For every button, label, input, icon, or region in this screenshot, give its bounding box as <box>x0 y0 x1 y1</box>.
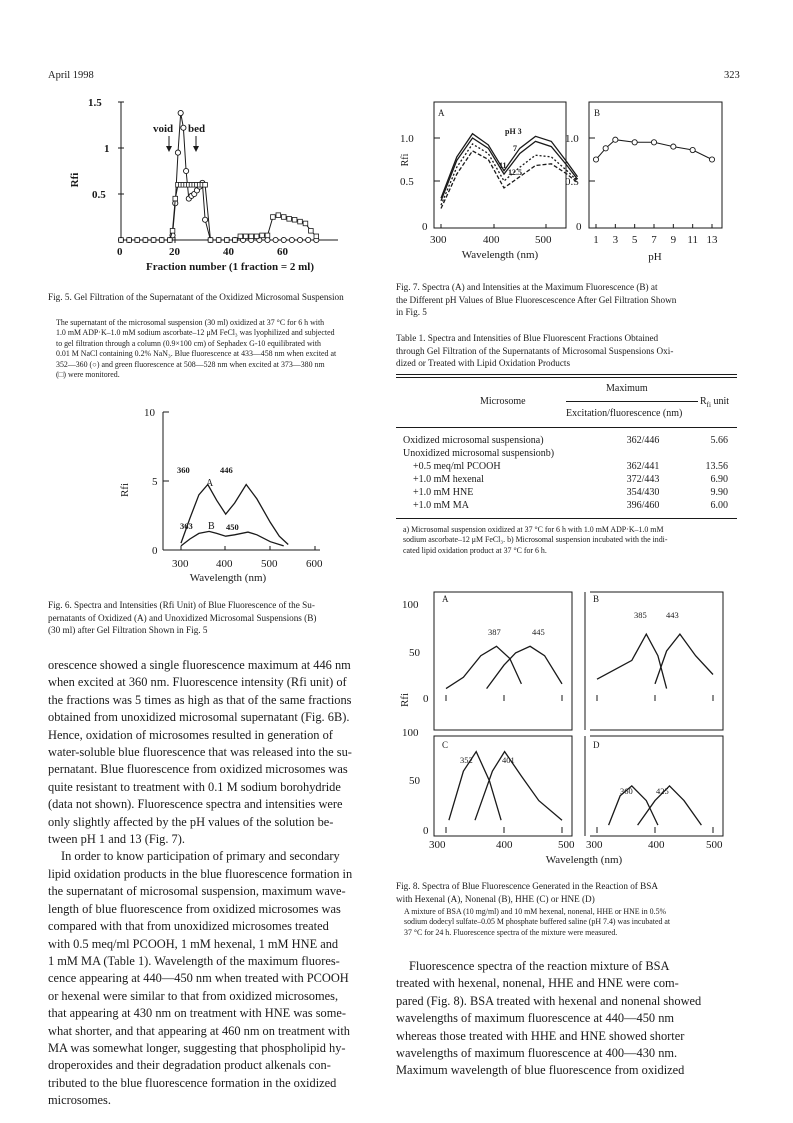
fig5-xlabel: Fraction number (1 fraction = 2 ml) <box>146 261 314 273</box>
fig6-xtick-600: 600 <box>306 558 323 570</box>
fig7b-xtick-label: 1 <box>593 234 599 246</box>
fig5-point-square <box>173 196 178 201</box>
fig5-point-square <box>260 233 265 238</box>
fig8d-series-1 <box>638 786 702 825</box>
fig6-ytick-10: 10 <box>144 407 155 419</box>
fig5-point-square <box>119 238 124 243</box>
fig7b-point <box>593 157 598 162</box>
fig6-ytick-5: 5 <box>152 476 158 488</box>
fig7a-ytick-0p5: 0.5 <box>400 176 414 188</box>
fig8d-label: D <box>593 740 600 750</box>
fig5-point-circle <box>184 168 189 173</box>
fig8-ylabel: Rfi <box>399 692 411 708</box>
fig8c-series-1 <box>475 752 562 821</box>
text-line: pernatant. Blue fluorescence from oxidized microsomes was <box>48 762 348 777</box>
fig8a-frame <box>434 592 572 730</box>
table1 <box>403 434 734 512</box>
fig5-point-square <box>243 234 248 239</box>
fig5-point-square <box>292 217 297 222</box>
fig5-point-circle <box>297 237 302 242</box>
fig7a-xtick-300: 300 <box>430 234 447 246</box>
table-row: Unoxidized microsomal suspensionb) <box>403 448 555 459</box>
fig5-point-circle <box>289 237 294 242</box>
fig8d-frame <box>585 736 723 836</box>
fig8-ytick-100c: 100 <box>402 727 419 739</box>
fig5-point-square <box>208 238 213 243</box>
table1-bottom-rule <box>396 518 737 519</box>
fig5-point-square <box>265 233 270 238</box>
fig8-ytick-0c: 0 <box>423 825 429 837</box>
fig5-xtick-40: 40 <box>223 246 234 258</box>
table1-top-rule-2 <box>396 377 737 378</box>
text-line: tributed to the blue fluorescence formation in the oxidized <box>48 1075 337 1090</box>
fig5-caption-title: Fig. 5. Gel Filtration of the Supernatant of the Oxidized Microsomal Suspension <box>48 292 344 302</box>
text-line: droperoxides and their degradation product alkenals con- <box>48 1058 331 1073</box>
fig7b-ytick-0p5: 0.5 <box>565 176 579 188</box>
text-line: whereas those treated with HHE and HNE showed shorter <box>396 1028 685 1043</box>
text-line: when excited at 360 nm. Fluorescence intensity (Rfi unit) of <box>48 675 347 690</box>
table1-mid-rule <box>396 427 737 428</box>
fig8a-series-1 <box>487 646 562 688</box>
fig8a-peak2: 445 <box>532 627 545 637</box>
fig5-point-circle <box>306 237 311 242</box>
fig5-point-circle <box>265 237 270 242</box>
text-line: In order to know participation of primary and secondary <box>61 849 340 864</box>
text-line: wavelengths of maximum fluorescence at 440—450 nm <box>396 1011 675 1026</box>
fig8-xlabel: Wavelength (nm) <box>545 854 623 866</box>
fig5-point-square <box>216 238 221 243</box>
fig7b-point <box>632 140 637 145</box>
text-line: MA was somewhat longer, suggesting that phospholipid hy- <box>48 1040 346 1055</box>
fig5-point-circle <box>178 110 183 115</box>
fig8-plot-area <box>434 634 713 836</box>
fig7b-ytick-0: 0 <box>576 221 582 233</box>
fig5-xtick-0: 0 <box>117 246 123 258</box>
fig6-xtick-500: 500 <box>261 558 278 570</box>
fig5-point-square <box>249 234 254 239</box>
fig5-void-arrowhead <box>166 146 172 152</box>
text-line: Maximum wavelength of blue fluorescence from oxidized <box>396 1063 685 1078</box>
fig7b-xtick-label: 7 <box>651 234 657 246</box>
fig6-series-A <box>181 485 288 545</box>
text-line: treated with hexenal, nonenal, HHE and HNE were com- <box>396 976 679 991</box>
text-line: water-soluble blue fluorescence that was released into the su- <box>48 745 352 760</box>
fig8-xtick-400a: 400 <box>496 839 513 851</box>
fig8c-frame <box>434 736 572 836</box>
fig5-void-label: void <box>153 123 174 135</box>
fig5-point-square <box>224 238 229 243</box>
text-line: what shorter, and that appearing at 460 nm on treatment with <box>48 1023 350 1038</box>
fig5-point-square <box>168 238 173 243</box>
fig5-point-square <box>309 229 314 234</box>
table-row: +1.0 mM HNE 354/430 9.90 <box>413 487 728 498</box>
fig5-chart <box>48 90 378 278</box>
table1-head-maximum: Maximum <box>606 383 648 394</box>
fig5-point-square <box>151 238 156 243</box>
fig8-ytick-50c: 50 <box>409 775 420 787</box>
running-header-left: April 1998 <box>48 70 94 81</box>
text-line: obtained from unoxidized microsomal supernatant (Fig. 6B). <box>48 710 350 725</box>
fig7b-xtick-label: 5 <box>631 234 638 246</box>
fig6-b-peak2: 450 <box>226 522 239 532</box>
fig7b-point <box>613 137 618 142</box>
text-line: tween pH 1 and 13 (Fig. 7). <box>48 832 185 847</box>
text-line: the fractions was 5 times as high as that of the same fractions <box>48 692 352 707</box>
fig5-point-square <box>238 234 243 239</box>
fig7b-frame <box>589 102 722 228</box>
fig7a-ph7: 7 <box>513 144 517 153</box>
fig8d-peak1: 360 <box>620 786 633 796</box>
text-line: 1 mM MA (Table 1). Wavelength of the maximum fluores- <box>48 953 340 968</box>
fig7b-label: B <box>594 108 601 118</box>
body-text-right <box>396 958 737 1080</box>
table1-top-rule <box>396 374 737 375</box>
fig6-xtick-400: 400 <box>216 558 233 570</box>
fig7a-ytick-1: 1.0 <box>400 133 414 145</box>
fig5-point-square <box>135 238 140 243</box>
fig7b-xtick-label: 9 <box>670 234 677 246</box>
fig7-chart <box>396 96 736 264</box>
fig5-caption-body: The supernatant of the microsomal suspension (30 ml) oxidized at 37 °C for 6 h with 1.0 mM ADP·K–1.0 mM sodium ascorbate–12 μM FeCl₃ was lyophilized and subjected to gel filtration through a column (0.9×100 cm) of Sephadex G-10 equilibrated with 0.01 M NaCl containing 0.2% NaN₃. Blue fluorescence at 433—458 nm when excited at 352—360 (○) and green fluorescence at 508—528 nm when excited at 373—380 nm (□) were monitored. <box>56 318 337 380</box>
fig7b-xticks <box>593 224 718 246</box>
fig7b-point <box>671 144 676 149</box>
fig6-chart <box>100 400 330 590</box>
fig5-point-square <box>303 221 308 226</box>
table1-head-rfi: $R_{fi}$ unit <box>700 396 730 409</box>
fig5-ylabel: Rfi <box>69 172 81 188</box>
fig8-xtick-300a: 300 <box>429 839 446 851</box>
fig7a-xtick-500: 500 <box>535 234 552 246</box>
fig5-ytick-1p5: 1.5 <box>88 97 102 109</box>
fig6-b-peak1: 363 <box>180 521 193 531</box>
table1-head-exfl: Excitation/fluorescence (nm) <box>566 408 683 419</box>
fig8c-peak2: 401 <box>502 755 515 765</box>
table1-head-microsome: Microsome <box>480 396 526 407</box>
fig8-caption-body: A mixture of BSA (10 mg/ml) and 10 mM hexenal, nonenal, HHE or HNE in 0.5% sodium dodecyl sulfate–0.05 M phosphate buffered saline (pH 7.4) was incubated at 37 °C for 24 h. Fluorescence spectra of the mixture were measured. <box>404 907 671 937</box>
fig8c-label: C <box>442 740 449 750</box>
text-line: microsomes. <box>48 1093 111 1108</box>
fig7a-ytick-0: 0 <box>422 221 428 233</box>
fig7a-xtick-400: 400 <box>483 234 500 246</box>
fig8-caption-title: Fig. 8. Spectra of Blue Fluorescence Generated in the Reaction of BSA with Hexenal (A), Nonenal (B), HHE (C) or HNE (D) <box>396 881 659 904</box>
fig8-xtick-500b: 500 <box>706 839 723 851</box>
fig6-plot-area <box>181 485 288 546</box>
fig8a-label: A <box>442 594 449 604</box>
fig8b-peak2: 443 <box>666 610 679 620</box>
fig6-label-B: B <box>208 521 215 532</box>
table1-head-rule <box>566 401 698 402</box>
fig5-point-square <box>233 238 238 243</box>
fig5-bed-label: bed <box>188 123 206 135</box>
text-line: lipid oxidation products in the blue fluorescence formation in <box>48 866 353 881</box>
table-row: +1.0 mM MA 396/460 6.00 <box>413 500 728 511</box>
fig8-chart <box>396 588 736 868</box>
page-number: 323 <box>724 70 740 81</box>
text-line: quite resistant to treatment with 0.1 M sodium borohydride <box>48 779 341 794</box>
fig5-point-square <box>170 229 175 234</box>
fig5-point-circle <box>202 217 207 222</box>
fig7b-point <box>651 140 656 145</box>
fig6-series-B <box>181 531 284 546</box>
fig5-point-square <box>159 238 164 243</box>
table-row: +1.0 mM hexenal 372/443 6.90 <box>413 474 728 485</box>
fig8c-series-0 <box>449 752 501 821</box>
text-line: Hence, oxidation of microsomes resulted in generation of <box>48 727 333 742</box>
text-line: or hexenal were similar to that from oxidized microsomes, <box>48 988 339 1003</box>
fig5-point-square <box>281 215 286 220</box>
table1-caption: Table 1. Spectra and Intensities of Blue Fluorescent Fractions Obtained through Gel Filtration of the Supernatants of Microsomal Suspensions Oxi- dized or Treated with Lipid Oxidation Products <box>396 333 674 368</box>
fig7a-xlabel: Wavelength (nm) <box>461 249 539 261</box>
table-row: +0.5 meq/ml PCOOH 362/441 13.56 <box>413 461 728 472</box>
fig7a-series <box>441 134 578 199</box>
fig8-xtick-300b: 300 <box>586 839 603 851</box>
fig7b-xtick-label: 11 <box>687 234 698 246</box>
fig5-point-square <box>314 234 319 239</box>
fig5-point-square <box>271 215 276 220</box>
fig5-point-square <box>143 238 148 243</box>
fig5-point-square <box>276 213 281 218</box>
fig5-plot-area <box>118 110 319 242</box>
body-text-left <box>48 657 378 1110</box>
text-line: cence appearing at 440—450 nm when treated with PCOOH <box>48 971 349 986</box>
fig8c-peak1: 352 <box>460 755 473 765</box>
text-line: Fluorescence spectra of the reaction mixture of BSA <box>409 959 670 973</box>
fig8b-frame <box>585 592 723 730</box>
fig8-ytick-50a: 50 <box>409 647 420 659</box>
fig5-point-circle <box>181 125 186 130</box>
text-line: orescence showed a single fluorescence maximum at 446 nm <box>48 658 351 672</box>
fig5-point-circle <box>175 150 180 155</box>
fig7b-xtick-label: 3 <box>612 234 619 246</box>
fig6-a-peak1: 360 <box>177 465 190 475</box>
fig7b-ytick-1: 1.0 <box>565 133 579 145</box>
fig7a-ph3: pH 3 <box>505 127 522 136</box>
fig7b-xlabel: pH <box>648 251 662 263</box>
fig6-label-A: A <box>206 478 214 489</box>
fig5-point-square <box>254 234 259 239</box>
text-line: pared (Fig. 8). BSA treated with hexenal and nonenal showed <box>396 993 702 1008</box>
text-line: (data not shown). Fluorescence spectra and intensities were <box>48 797 343 812</box>
fig5-point-square <box>287 217 292 222</box>
text-line: the supernatant of microsomal suspension, maximum wave- <box>48 884 346 899</box>
text-line: compared with that from unoxidized microsomes treated <box>48 919 329 934</box>
fig5-xtick-20: 20 <box>169 246 180 258</box>
fig6-xlabel: Wavelength (nm) <box>189 572 267 584</box>
fig6-ytick-0: 0 <box>152 545 158 557</box>
fig8-ytick-0a: 0 <box>423 693 429 705</box>
fig5-series-line-1 <box>121 185 316 240</box>
fig8d-peak2: 425 <box>656 786 669 796</box>
fig5-point-square <box>298 219 303 224</box>
fig7a-ylabel: Rfi <box>400 153 411 167</box>
fig7b-point <box>603 146 608 151</box>
fig5-point-circle <box>273 237 278 242</box>
fig8-xtick-400b: 400 <box>648 839 665 851</box>
text-line: with 0.5 meq/ml PCOOH, 1 mM hexenal, 1 mM HNE and <box>48 936 339 951</box>
fig5-ytick-1: 1 <box>104 143 110 155</box>
fig5-point-square <box>127 238 132 243</box>
fig5-point-square <box>203 183 208 188</box>
fig8b-peak1: 385 <box>634 610 647 620</box>
fig7b-xtick-label: 13 <box>706 234 718 246</box>
fig7a-series <box>441 151 578 209</box>
text-line: wavelengths of maximum fluorescence at 400—430 nm. <box>396 1046 678 1061</box>
fig7b-point <box>709 157 714 162</box>
fig6-a-peak2: 446 <box>220 465 233 475</box>
fig7b-plot-area <box>593 137 714 162</box>
fig7a-ph11: 11 <box>499 161 507 170</box>
fig5-point-circle <box>281 237 286 242</box>
fig8d-series-0 <box>609 786 658 825</box>
fig5-ytick-0p5: 0.5 <box>92 189 106 201</box>
fig6-ylabel: Rfi <box>119 482 131 498</box>
fig6-caption: Fig. 6. Spectra and Intensities (Rfi Unit) of Blue Fluorescence of the Su- pernatants of Oxidized (A) and Unoxidized Microsomal Suspensions (B) (30 ml) after Gel Filtration Shown in Fig. 5 <box>48 600 317 635</box>
fig5-xtick-60: 60 <box>277 246 288 258</box>
fig7b-point <box>690 147 695 152</box>
text-line: length of blue fluorescence from oxidized microsomes was <box>48 901 341 916</box>
fig7a-ph125: 12.5 <box>508 168 522 177</box>
fig7-caption: Fig. 7. Spectra (A) and Intensities at the Maximum Fluorescence (B) at the Different pH Values of Blue Fluorescescence After Gel Filtration Shown in Fig. 5 <box>396 282 677 317</box>
fig6-xtick-300: 300 <box>172 558 189 570</box>
fig5-bed-arrowhead <box>193 146 199 152</box>
fig8b-label: B <box>593 594 600 604</box>
table1-footnotes: a) Microsomal suspension oxidized at 37 °C for 6 h with 1.0 mM ADP·K–1.0 mM sodium ascorbate–12 μM FeCl₃. b) Microsomal suspension incubated with the indi- cated lipid oxidation product at 37 °C for 6 h. <box>403 525 668 555</box>
table-row: Oxidized microsomal suspensiona) 362/446 5.66 <box>403 435 728 446</box>
text-line: only slightly affected by the pH values of the solution be- <box>48 814 334 829</box>
fig8a-peak1: 387 <box>488 627 501 637</box>
fig8a-series-0 <box>446 646 521 688</box>
fig7a-label: A <box>438 108 445 118</box>
fig8-ytick-100a: 100 <box>402 599 419 611</box>
text-line: that appearing at 430 nm on treatment with HNE was some- <box>48 1006 346 1021</box>
fig8-xtick-500a: 500 <box>558 839 575 851</box>
